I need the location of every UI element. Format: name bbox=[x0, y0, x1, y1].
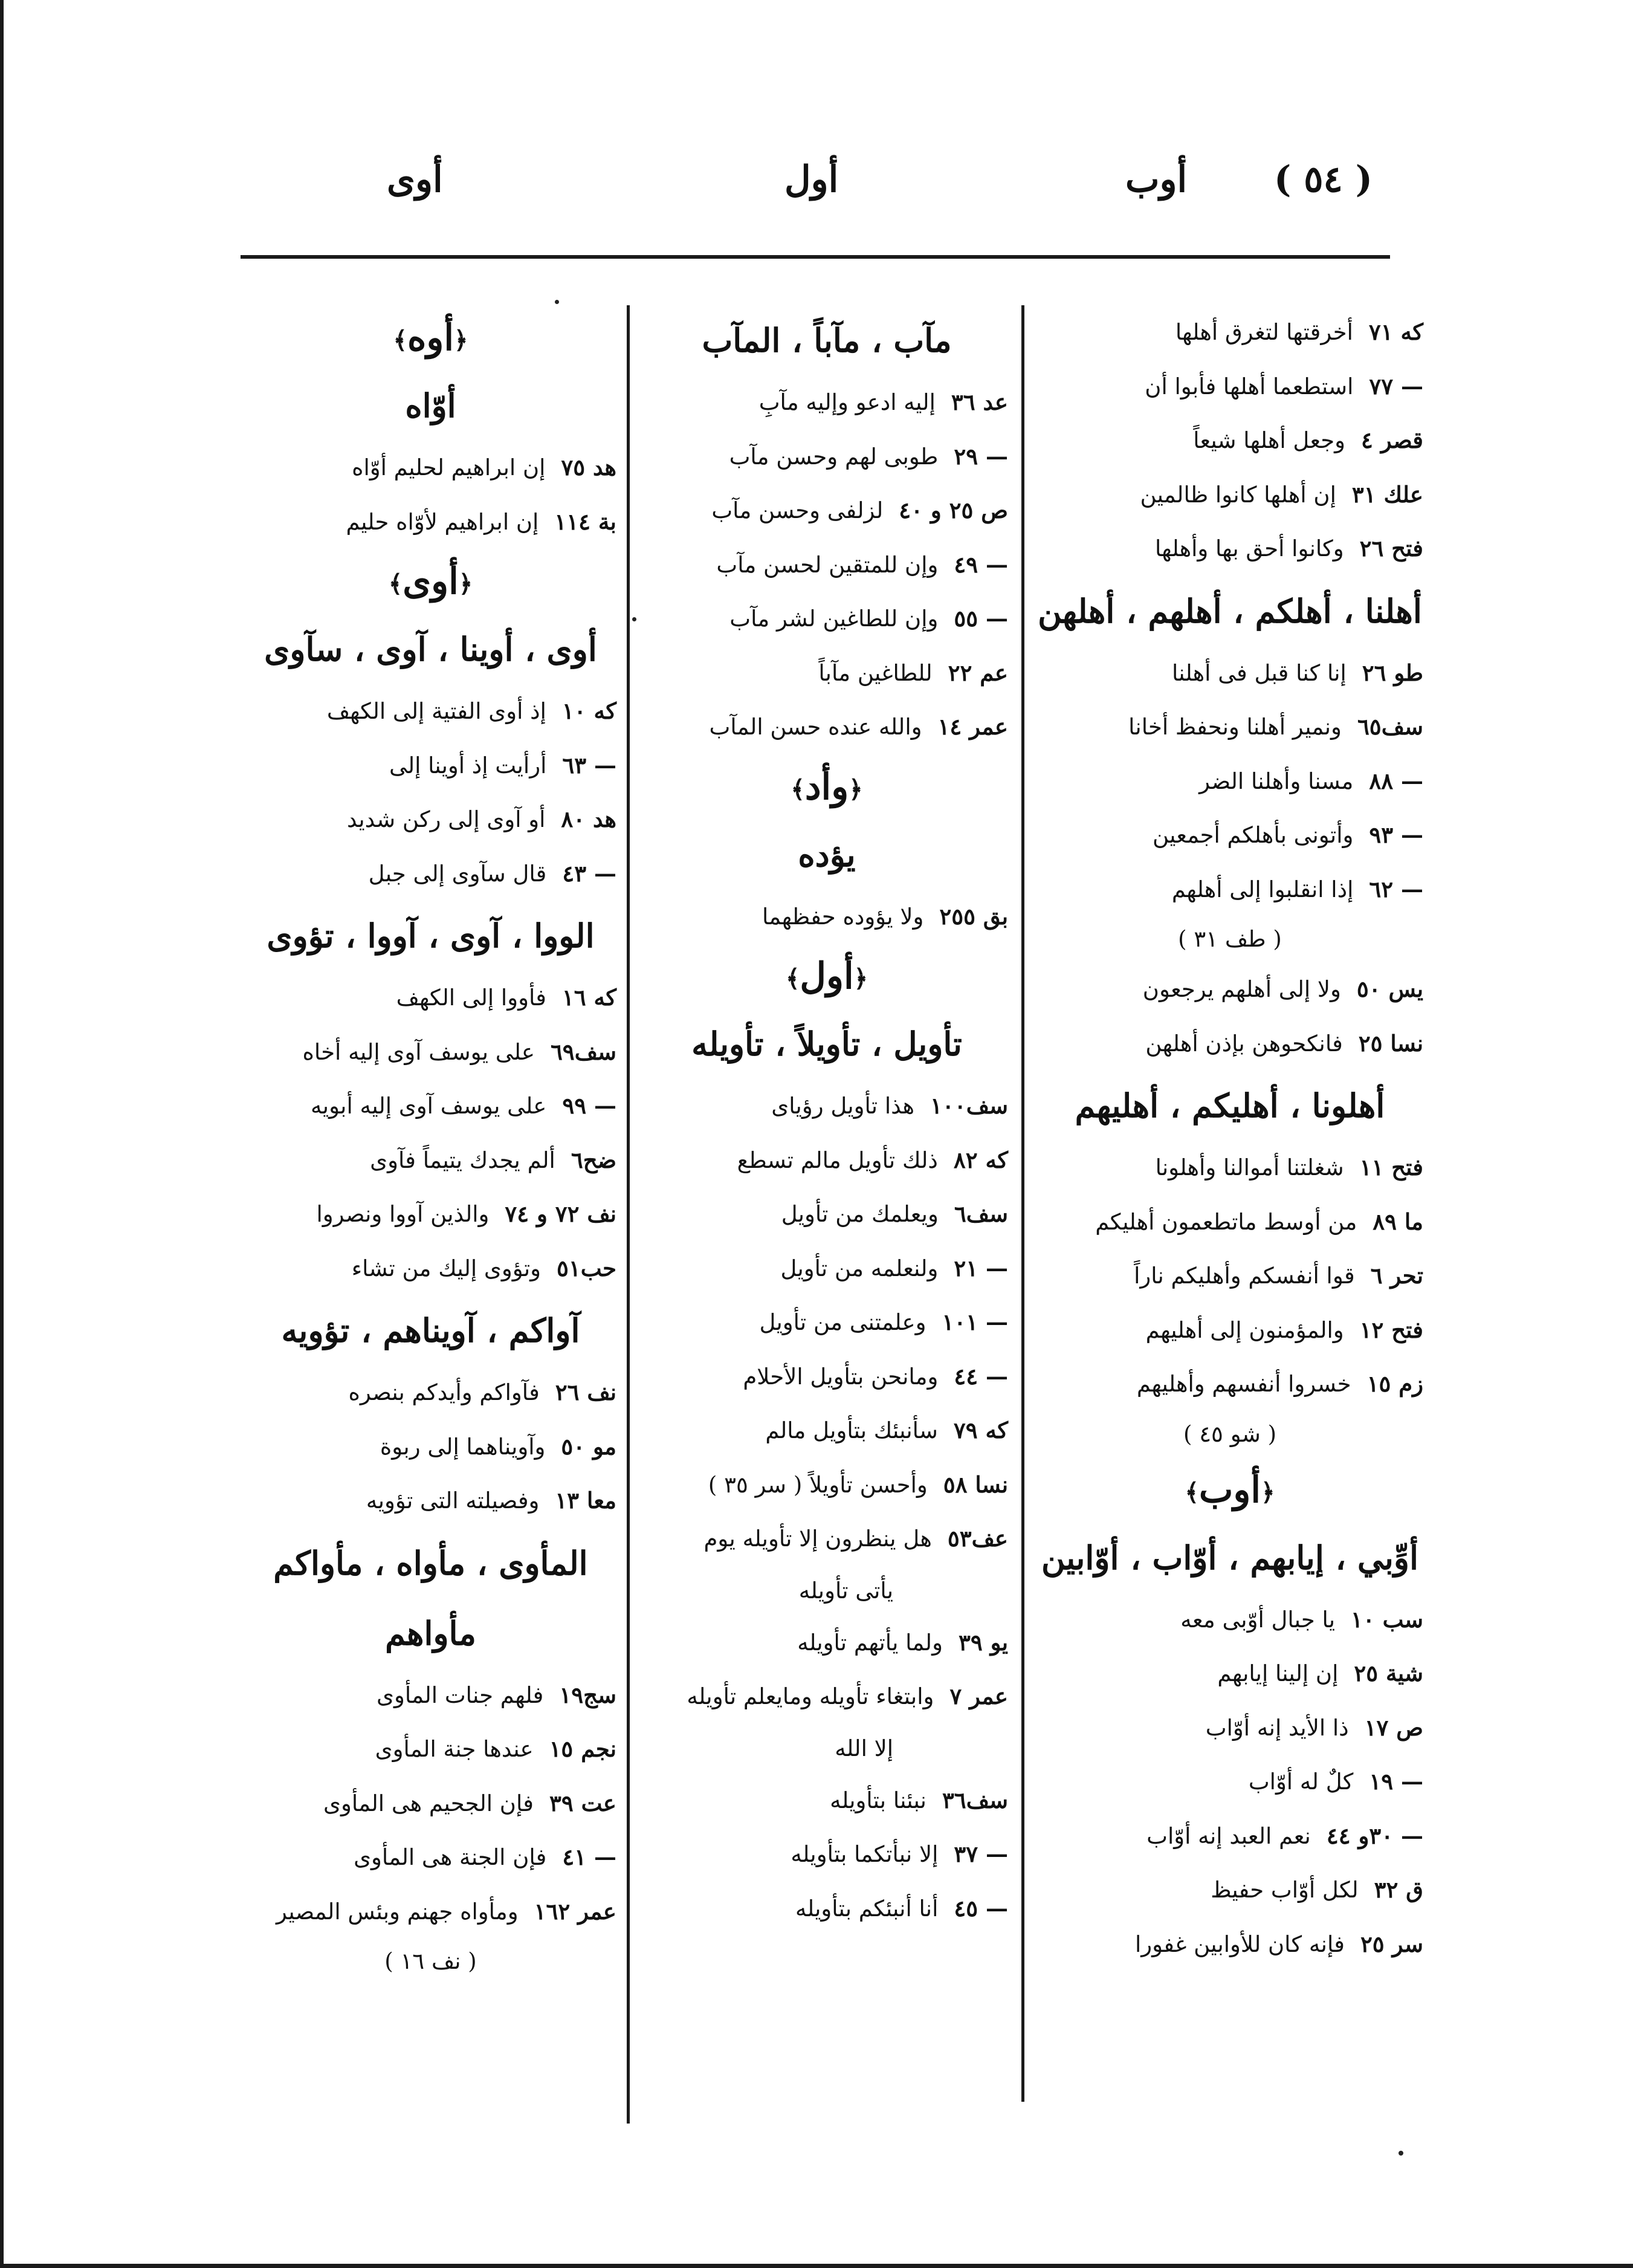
index-entry bbox=[645, 890, 1008, 944]
entry-text: عندها جنة المأوى bbox=[375, 1736, 534, 1762]
index-entry bbox=[1036, 754, 1423, 809]
ornament-bracket-right-icon: ﴿ bbox=[1261, 1478, 1275, 1506]
index-entry bbox=[1036, 1647, 1423, 1701]
ornament-bracket-right-icon: ﴿ bbox=[853, 964, 868, 993]
derived-forms-heading: مأواهم bbox=[385, 1613, 476, 1653]
scan-speck bbox=[1399, 2151, 1403, 2156]
entry-text: أخرقتها لتغرق أهلها bbox=[1175, 319, 1353, 345]
entry-text: يا جبال أوّبى معه bbox=[1180, 1606, 1336, 1633]
index-entry bbox=[245, 1079, 616, 1133]
entry-reference: نجم ١٥ bbox=[549, 1735, 616, 1762]
index-entry bbox=[645, 430, 1008, 484]
entry-text: ومأواه جهنم وبئس المصير bbox=[276, 1898, 519, 1925]
scan-speck bbox=[632, 617, 636, 621]
index-entry bbox=[645, 592, 1008, 646]
entry-text: قال سآوى إلى جبل bbox=[368, 860, 547, 887]
entry-text: وابتغاء تأويله ومايعلم تأويله bbox=[687, 1683, 934, 1709]
entry-text: إن إلينا إيابهم bbox=[1217, 1660, 1339, 1686]
index-entry bbox=[645, 1512, 1008, 1566]
entry-text: فانكحوهن بإذن أهلهن bbox=[1145, 1030, 1343, 1057]
entry-text: وإن للطاغين لشر مآب bbox=[729, 606, 939, 632]
index-entry bbox=[1036, 700, 1423, 754]
column-middle bbox=[645, 305, 1008, 1936]
derived-forms-heading: يؤده bbox=[798, 835, 856, 874]
entry-reference: كه ٧٩ bbox=[953, 1417, 1008, 1443]
entry-reference: — ٨٨ bbox=[1369, 767, 1423, 794]
index-entry bbox=[245, 1420, 616, 1474]
entry-text: نعم العبد إنه أوّاب bbox=[1146, 1822, 1311, 1849]
index-entry bbox=[645, 700, 1008, 754]
entry-reference: ضح٦ bbox=[571, 1146, 616, 1173]
entry-text: ولما يأتهم تأويله bbox=[797, 1629, 943, 1656]
entry-text: والله عنده حسن المآب bbox=[709, 714, 922, 740]
entry-text: مسنا وأهلنا الضر bbox=[1199, 768, 1354, 794]
index-entry bbox=[1036, 1917, 1423, 1972]
entry-text: فإن الجنة هى المأوى bbox=[354, 1844, 547, 1870]
entry-reference: سف٣٦ bbox=[942, 1786, 1008, 1813]
index-entry bbox=[645, 1616, 1008, 1670]
index-entry bbox=[1036, 1303, 1423, 1358]
entry-text: فإن الجحيم هى المأوى bbox=[323, 1790, 534, 1816]
entry-text: إن ابراهيم لأوّاه حليم bbox=[346, 508, 539, 535]
entry-text: وعلمتنى من تأويل bbox=[759, 1309, 926, 1335]
root-heading bbox=[645, 754, 1008, 820]
entry-text: ذا الأيد إنه أوّاب bbox=[1205, 1714, 1349, 1741]
entry-reference: مو ٥٠ bbox=[561, 1433, 616, 1460]
scan-border-left bbox=[0, 0, 4, 2268]
index-entry bbox=[645, 1295, 1008, 1350]
entry-text: خسروا أنفسهم وأهليهم bbox=[1136, 1371, 1351, 1397]
index-entry bbox=[645, 1882, 1008, 1936]
entry-text: ونمير أهلنا ونحفظ أخانا bbox=[1128, 714, 1342, 740]
entry-text: وإن للمتقين لحسن مآب bbox=[716, 551, 939, 578]
index-entry bbox=[245, 1777, 616, 1831]
entry-text: أو آوى إلى ركن شديد bbox=[346, 806, 546, 832]
derived-forms-heading: مآب ، مآباً ، المآب bbox=[702, 321, 952, 360]
header-rule bbox=[241, 255, 1390, 259]
index-entry bbox=[245, 739, 616, 793]
column-divider-left bbox=[627, 305, 630, 2124]
entry-reference: شية ٢٥ bbox=[1354, 1660, 1423, 1686]
entry-reference: علك ٣١ bbox=[1351, 481, 1423, 508]
index-entry bbox=[1036, 1809, 1423, 1864]
entry-reference: عمر ١٤ bbox=[937, 713, 1008, 740]
entry-text: إن ابراهيم لحليم أوّاه bbox=[352, 455, 546, 481]
entry-reference: — ٦٢ bbox=[1369, 875, 1423, 902]
entry-reference: ما ٨٩ bbox=[1373, 1208, 1423, 1235]
entry-text: إذ أوى الفتية إلى الكهف bbox=[326, 698, 546, 724]
entry-reference: تحر ٦ bbox=[1370, 1262, 1423, 1289]
derived-forms-heading: تأويل ، تأويلاً ، تأويله bbox=[691, 1025, 962, 1063]
entry-text: شغلتنا أموالنا وأهلونا bbox=[1155, 1155, 1344, 1181]
entry-text: كلٌ له أوّاب bbox=[1248, 1769, 1354, 1795]
entry-reference: فتح ١٢ bbox=[1359, 1316, 1423, 1343]
entry-text: إلا نبأتكما بتأويله bbox=[791, 1841, 939, 1867]
index-entry bbox=[1036, 1863, 1423, 1917]
index-entry bbox=[245, 847, 616, 901]
index-entry bbox=[245, 1830, 616, 1885]
entry-text: وآويناهما إلى ربوة bbox=[380, 1433, 546, 1460]
index-entry bbox=[645, 1187, 1008, 1242]
root-heading bbox=[245, 549, 616, 614]
entry-text: فإنه كان للأوابين غفورا bbox=[1135, 1931, 1345, 1957]
root-word: أوى bbox=[403, 560, 459, 603]
entry-reference: قصر ٤ bbox=[1361, 427, 1423, 453]
entry-text: وتؤوى إليك من تشاء bbox=[351, 1255, 542, 1281]
index-entry bbox=[645, 375, 1008, 430]
entry-reference: — ٤٥ bbox=[954, 1894, 1008, 1922]
entry-reference: عت ٣٩ bbox=[549, 1789, 616, 1816]
index-entry bbox=[645, 1133, 1008, 1188]
entry-reference: سف٦٩ bbox=[550, 1038, 616, 1065]
scan-border-bottom bbox=[0, 2264, 1633, 2268]
entry-text: على يوسف آوى إليه أبويه bbox=[310, 1093, 547, 1119]
root-word: أوه bbox=[407, 317, 454, 359]
entry-reference: نف ٢٦ bbox=[555, 1379, 616, 1405]
root-heading bbox=[645, 944, 1008, 1009]
entry-reference: نسا ٢٥ bbox=[1358, 1029, 1423, 1057]
entry-text: فأووا إلى الكهف bbox=[396, 985, 546, 1011]
entry-text: ذلك تأويل مالم تسطع bbox=[737, 1147, 938, 1173]
entry-text: والذين آووا ونصروا bbox=[316, 1201, 490, 1227]
entry-text: وكانوا أحق بها وأهلها bbox=[1155, 536, 1344, 562]
derived-forms-heading: أوّاه bbox=[405, 386, 456, 425]
ornament-bracket-left-icon: ﴾ bbox=[388, 569, 403, 598]
running-head-middle: أول bbox=[784, 158, 839, 201]
entry-text: للطاغين مآباً bbox=[818, 659, 933, 686]
index-entry bbox=[1036, 305, 1423, 360]
entry-reference: — ٥٥ bbox=[954, 605, 1008, 632]
index-entry bbox=[245, 1885, 616, 1939]
index-entry bbox=[245, 1722, 616, 1777]
index-entry bbox=[645, 646, 1008, 701]
entry-reference: عمر ١٦٢ bbox=[534, 1897, 616, 1925]
index-entry bbox=[245, 1187, 616, 1242]
entry-continuation: يأتى تأويله bbox=[798, 1577, 893, 1604]
index-entry bbox=[645, 1458, 1008, 1512]
root-word: أول bbox=[800, 955, 854, 997]
entry-reference: نف ٧٢ و ٧٤ bbox=[505, 1200, 616, 1227]
entry-reference: — ٣٧ bbox=[954, 1841, 1008, 1867]
entry-reference: بة ١١٤ bbox=[554, 508, 616, 535]
entry-reference: — ٢٩ bbox=[954, 442, 1008, 470]
index-entry bbox=[245, 971, 616, 1025]
running-head-right: أوب bbox=[1125, 158, 1188, 201]
entry-text: فآواكم وأيدكم بنصره bbox=[348, 1379, 540, 1405]
entry-reference: عد ٣٦ bbox=[951, 389, 1008, 415]
entry-text: قوا أنفسكم وأهليكم ناراً bbox=[1134, 1263, 1355, 1289]
index-entry bbox=[1036, 1755, 1423, 1809]
entry-text: ولا يؤوده حفظهما bbox=[762, 903, 924, 930]
index-entry bbox=[1036, 1017, 1423, 1071]
entry-text: إن أهلها كانوا ظالمين bbox=[1140, 481, 1336, 508]
index-entry bbox=[245, 1242, 616, 1296]
entry-reference: — ٤٤ bbox=[954, 1362, 1008, 1390]
index-entry bbox=[645, 1404, 1008, 1458]
derived-forms-heading: الووا ، آوى ، آووا ، تؤوى bbox=[267, 916, 595, 955]
derived-forms-heading: أوى ، أوينا ، آوى ، سآوى bbox=[264, 630, 597, 669]
column-right bbox=[1036, 305, 1423, 1971]
entry-reference: نسا ٥٨ bbox=[943, 1471, 1008, 1498]
entry-reference: كه ١٦ bbox=[561, 984, 616, 1011]
root-heading bbox=[245, 305, 616, 371]
entry-reference: — ٧٧ bbox=[1369, 372, 1423, 400]
root-heading bbox=[1036, 1457, 1423, 1523]
index-entry bbox=[245, 1668, 616, 1723]
entry-reference: — ٩٣ bbox=[1369, 821, 1423, 848]
entry-text: ألم يجدك يتيماً فآوى bbox=[370, 1147, 555, 1173]
entry-reference: حب٥١ bbox=[557, 1254, 616, 1281]
entry-reference: ص ١٧ bbox=[1364, 1714, 1423, 1741]
index-entry bbox=[1036, 962, 1423, 1017]
entry-text: استطعما أهلها فأبوا أن bbox=[1145, 373, 1354, 400]
index-entry bbox=[1036, 1357, 1423, 1411]
entry-reference: سف٦ bbox=[954, 1200, 1008, 1227]
index-entry bbox=[645, 484, 1008, 538]
entry-continuation: إلا الله bbox=[835, 1735, 893, 1761]
page-number: ( ٥٤ ) bbox=[1274, 158, 1373, 201]
entry-reference: معا ١٣ bbox=[555, 1487, 616, 1514]
index-entry bbox=[1036, 1195, 1423, 1249]
entry-reference: — ٦٣ bbox=[562, 751, 616, 779]
derived-forms-heading: أوِّبي ، إيابهم ، أوّاب ، أوّابين bbox=[1041, 1538, 1418, 1577]
root-word: أوب bbox=[1198, 1468, 1261, 1511]
entry-reference: كه ٧١ bbox=[1368, 319, 1423, 345]
cross-reference: ( نف ١٦ ) bbox=[384, 1948, 477, 1974]
ornament-bracket-right-icon: ﴿ bbox=[849, 775, 863, 803]
index-entry bbox=[1036, 1701, 1423, 1755]
entry-reference: يس ٥٠ bbox=[1356, 976, 1423, 1002]
entry-text: وجعل أهلها شيعاً bbox=[1193, 427, 1346, 453]
ornament-bracket-left-icon: ﴾ bbox=[1185, 1478, 1199, 1506]
entry-text: ومانحن بتأويل الأحلام bbox=[743, 1363, 939, 1390]
index-entry bbox=[1036, 1141, 1423, 1195]
index-entry bbox=[1036, 808, 1423, 863]
index-entry bbox=[645, 1670, 1008, 1724]
index-entry bbox=[645, 538, 1008, 592]
entry-text: هذا تأويل رؤياى bbox=[771, 1093, 915, 1119]
entry-reference: فتح ٢٦ bbox=[1359, 535, 1423, 562]
entry-reference: عم ٢٢ bbox=[948, 659, 1008, 686]
entry-reference: — ١٩ bbox=[1369, 1768, 1423, 1795]
entry-reference: ص ٢٥ و ٤٠ bbox=[899, 497, 1008, 523]
index-entry bbox=[1036, 522, 1423, 576]
derived-forms-heading: المأوى ، مأواه ، مأواكم bbox=[273, 1543, 588, 1583]
index-entry bbox=[245, 1025, 616, 1080]
index-entry bbox=[645, 1350, 1008, 1404]
index-entry bbox=[1036, 646, 1423, 701]
entry-reference: ق ٣٢ bbox=[1374, 1876, 1423, 1903]
entry-reference: يو ٣٩ bbox=[958, 1628, 1008, 1656]
index-entry bbox=[245, 1366, 616, 1420]
entry-text: فلهم جنات المأوى bbox=[377, 1682, 544, 1708]
index-entry bbox=[645, 1242, 1008, 1296]
index-entry bbox=[1036, 1593, 1423, 1647]
entry-text: وأحسن تأويلاً ( سر ٣٥ ) bbox=[708, 1471, 928, 1498]
entry-reference: — ٣٠و ٤٤ bbox=[1326, 1822, 1423, 1849]
entry-reference: هد ٨٠ bbox=[561, 806, 616, 832]
entry-text: ويعلمك من تأويل bbox=[781, 1201, 939, 1227]
entry-reference: — ٤٣ bbox=[562, 860, 616, 887]
index-entry bbox=[1036, 1249, 1423, 1303]
entry-reference: سف٦٥ bbox=[1357, 713, 1423, 740]
entry-text: سأنبئك بتأويل مالم bbox=[765, 1418, 938, 1443]
entry-text: والمؤمنون إلى أهليهم bbox=[1145, 1317, 1344, 1343]
entry-reference: — ١٠١ bbox=[942, 1309, 1008, 1335]
entry-text: إنا كنا قبل فى أهلنا bbox=[1171, 659, 1347, 686]
index-entry bbox=[645, 1774, 1008, 1828]
entry-text: من أوسط ماتطعمون أهليكم bbox=[1095, 1208, 1357, 1235]
entry-text: ولا إلى أهلهم يرجعون bbox=[1142, 976, 1341, 1002]
column-left bbox=[245, 305, 616, 1984]
entry-reference: عمر ٧ bbox=[949, 1683, 1008, 1709]
entry-reference: طو ٢٦ bbox=[1362, 659, 1423, 686]
ornament-bracket-right-icon: ﴿ bbox=[458, 569, 473, 598]
cross-reference: ( طف ٣١ ) bbox=[1178, 926, 1282, 952]
entry-text: وفصيلته التى تؤويه bbox=[366, 1488, 540, 1514]
index-entry bbox=[1036, 863, 1423, 917]
derived-forms-heading: أهلنا ، أهلكم ، أهلهم ، أهلهن bbox=[1038, 591, 1422, 630]
entry-reference: — ٤٩ bbox=[954, 551, 1008, 578]
index-entry bbox=[245, 441, 616, 495]
entry-text: على يوسف آوى إليه أخاه bbox=[302, 1038, 535, 1065]
cross-reference: ( شو ٤٥ ) bbox=[1183, 1421, 1277, 1447]
entry-reference: كه ١٠ bbox=[561, 698, 616, 724]
entry-text: ولنعلمه من تأويل bbox=[780, 1255, 939, 1281]
index-entry bbox=[245, 792, 616, 847]
entry-reference: سب ١٠ bbox=[1351, 1605, 1423, 1633]
entry-reference: سف١٠٠ bbox=[930, 1092, 1008, 1119]
index-entry bbox=[1036, 468, 1423, 522]
entry-text: أرأيت إذ أوينا إلى bbox=[389, 752, 547, 779]
entry-reference: فتح ١١ bbox=[1359, 1154, 1423, 1181]
entry-reference: زم ١٥ bbox=[1366, 1370, 1423, 1397]
derived-forms-heading: آواكم ، آويناهم ، تؤويه bbox=[281, 1311, 580, 1350]
index-entry bbox=[245, 684, 616, 739]
index-entry bbox=[245, 1133, 616, 1188]
index-entry bbox=[245, 495, 616, 549]
index-entry bbox=[645, 1079, 1008, 1133]
running-head-left: أوى bbox=[387, 158, 443, 201]
scan-speck bbox=[555, 300, 559, 304]
ornament-bracket-left-icon: ﴾ bbox=[785, 964, 800, 993]
entry-text: أنا أنبئكم بتأويله bbox=[795, 1895, 939, 1922]
entry-reference: سر ٢٥ bbox=[1360, 1930, 1423, 1957]
root-word: وأد bbox=[804, 765, 849, 808]
entry-text: طوبى لهم وحسن مآب bbox=[729, 443, 939, 470]
index-entry bbox=[245, 1474, 616, 1528]
derived-forms-heading: أهلونا ، أهليكم ، أهليهم bbox=[1075, 1086, 1385, 1125]
entry-text: لزلفى وحسن مآب bbox=[711, 497, 884, 523]
entry-reference: عف٥٣ bbox=[947, 1525, 1008, 1552]
entry-reference: — ٢١ bbox=[954, 1254, 1008, 1281]
entry-text: إذا انقلبوا إلى أهلهم bbox=[1171, 876, 1354, 902]
index-entry bbox=[1036, 413, 1423, 468]
entry-reference: — ٩٩ bbox=[562, 1092, 616, 1119]
ornament-bracket-left-icon: ﴾ bbox=[791, 775, 805, 803]
ornament-bracket-left-icon: ﴾ bbox=[393, 326, 407, 355]
entry-reference: كه ٨٢ bbox=[953, 1146, 1008, 1173]
entry-text: هل ينظرون إلا تأويله يوم bbox=[703, 1526, 932, 1552]
ornament-bracket-right-icon: ﴿ bbox=[454, 326, 468, 355]
entry-text: نبئنا بتأويله bbox=[830, 1787, 926, 1813]
entry-text: لكل أوّاب حفيظ bbox=[1211, 1877, 1359, 1903]
index-entry bbox=[645, 1827, 1008, 1882]
entry-reference: بق ٢٥٥ bbox=[939, 902, 1008, 930]
index-entry bbox=[1036, 360, 1423, 414]
entry-reference: هد ٧٥ bbox=[561, 454, 616, 481]
entry-text: وأتونى بأهلكم أجمعين bbox=[1153, 822, 1354, 848]
entry-text: إليه ادعو وإليه مآبِ bbox=[758, 389, 936, 415]
column-divider-right bbox=[1021, 305, 1024, 2102]
entry-reference: — ٤١ bbox=[562, 1844, 616, 1870]
entry-reference: سج١٩ bbox=[559, 1681, 616, 1708]
